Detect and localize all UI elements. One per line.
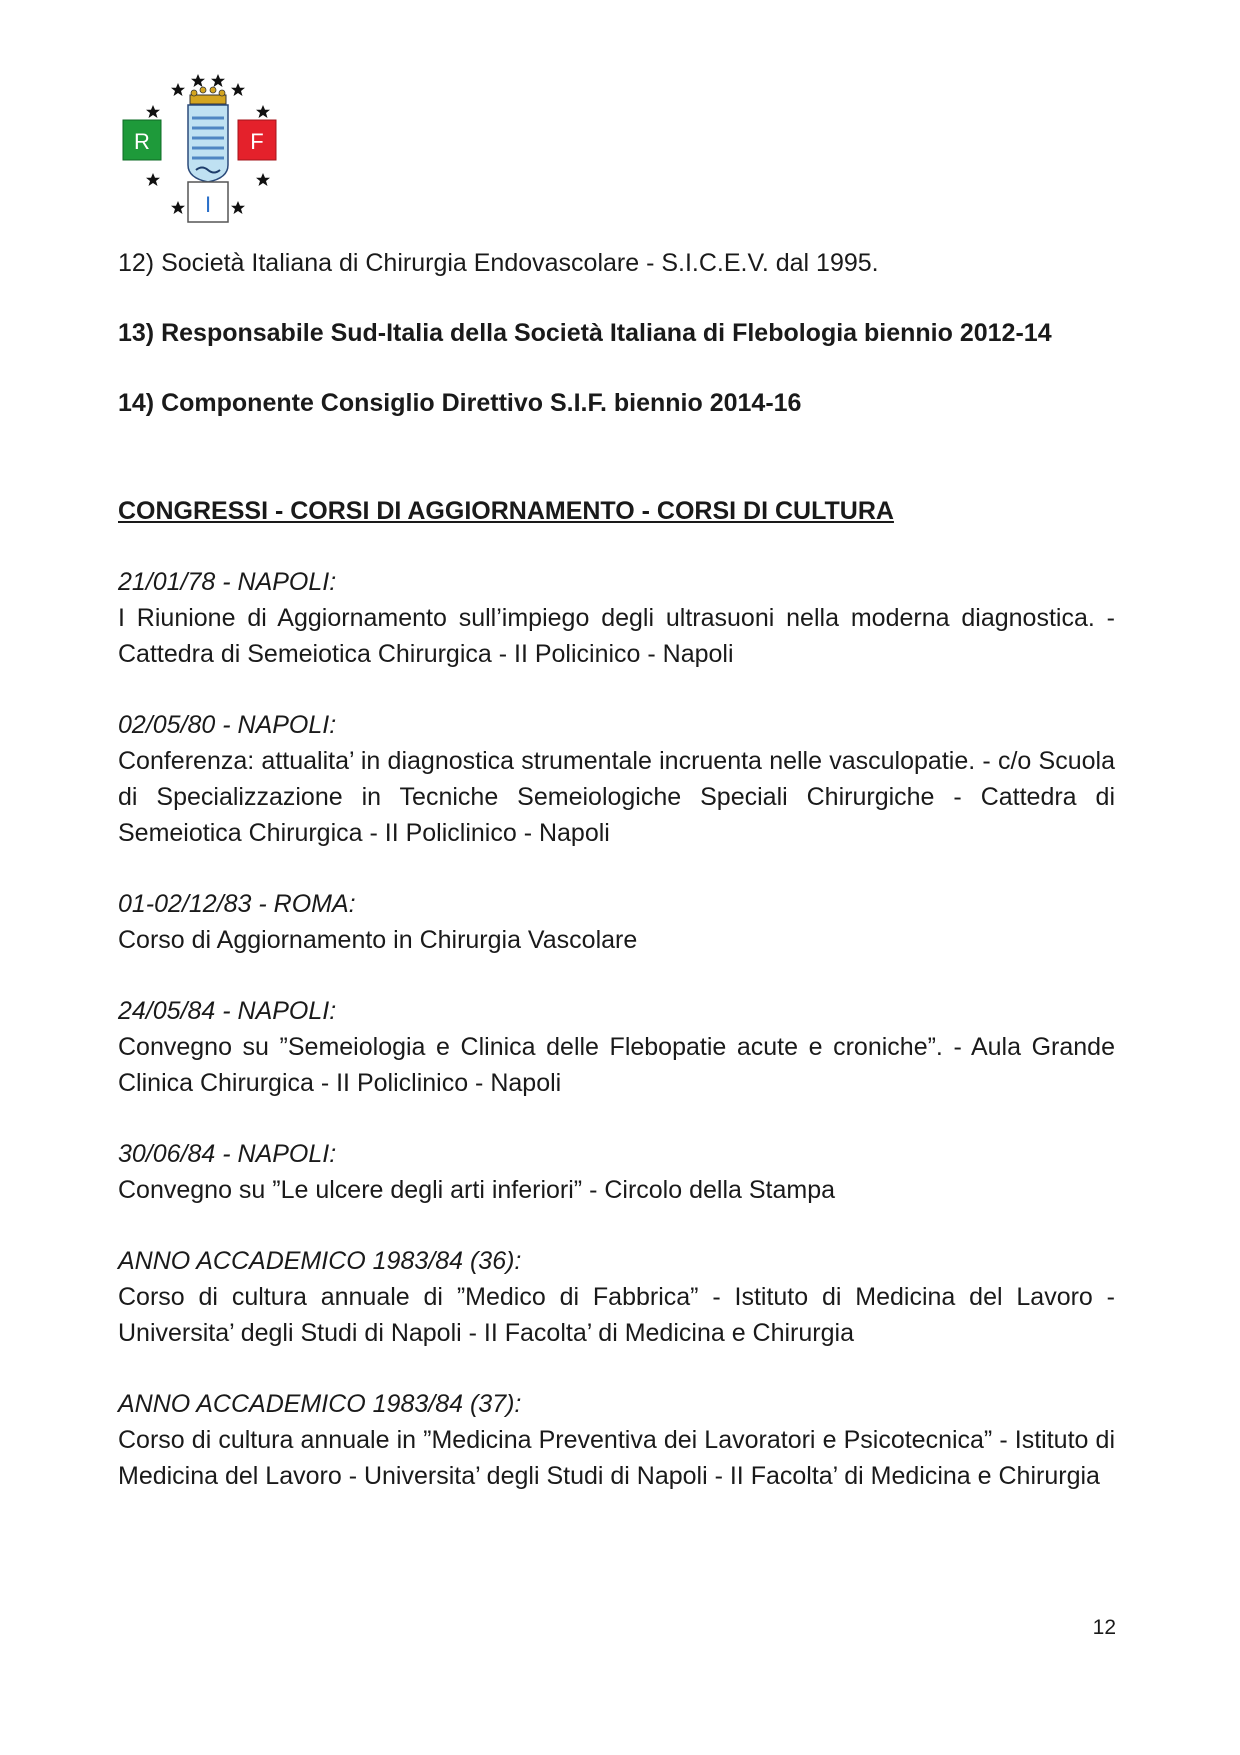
- entry-description: Convegno su ”Semeiologia e Clinica delle Flebopatie acute e croniche”. - Aula Grande Clinica Chirurgica - II Policlinico - Napoli: [118, 1033, 1115, 1097]
- entry-date: ANNO ACCADEMICO 1983/84 (37):: [118, 1390, 522, 1418]
- entry-5: [118, 1136, 1115, 1208]
- svg-text:F: F: [250, 129, 264, 154]
- entry-description: Corso di cultura annuale di ”Medico di Fabbrica” - Istituto di Medicina del Lavoro - Universita’ degli Studi di Napoli - II Facolta’ di Medicina e Chirurgia: [118, 1283, 1115, 1347]
- entry-date: 24/05/84 - NAPOLI:: [118, 997, 337, 1025]
- crown-icon: [190, 87, 226, 104]
- r-box: [123, 120, 161, 160]
- entry-2: [118, 707, 1115, 851]
- list-item-13: 13) Responsabile Sud-Italia della Società Italiana di Flebologia biennio 2012-14: [118, 319, 1052, 347]
- entry-date: 30/06/84 - NAPOLI:: [118, 1140, 337, 1168]
- entry-description: I Riunione di Aggiornamento sull’impiego degli ultrasuoni nella moderna diagnostica. - Cattedra di Semeiotica Chirurgica - II Policinico - Napoli: [118, 604, 1115, 668]
- list-item-12: 12) Società Italiana di Chirurgia Endovascolare - S.I.C.E.V. dal 1995.: [118, 249, 879, 277]
- entry-7: [118, 1386, 1115, 1494]
- entry-6: [118, 1243, 1115, 1351]
- shield-icon: [188, 105, 228, 182]
- entry-description: Corso di cultura annuale in ”Medicina Preventiva dei Lavoratori e Psicotecnica” - Istituto di Medicina del Lavoro - Universita’ degli Studi di Napoli - II Facolta’ di Medicina e Chirurgia: [118, 1426, 1115, 1490]
- svg-text:R: R: [134, 129, 150, 154]
- i-box: [188, 182, 228, 222]
- entry-4: [118, 993, 1115, 1101]
- entry-date: 21/01/78 - NAPOLI:: [118, 568, 337, 596]
- section-heading: CONGRESSI - CORSI DI AGGIORNAMENTO - CORSI DI CULTURA: [118, 497, 894, 525]
- entry-date: ANNO ACCADEMICO 1983/84 (36):: [118, 1247, 522, 1275]
- page-number: 12: [1092, 1616, 1116, 1639]
- list-item-14: 14) Componente Consiglio Direttivo S.I.F. biennio 2014-16: [118, 389, 802, 417]
- entry-description: Corso di Aggiornamento in Chirurgia Vascolare: [118, 926, 638, 954]
- entry-description: Convegno su ”Le ulcere degli arti inferiori” - Circolo della Stampa: [118, 1176, 836, 1204]
- entry-date: 02/05/80 - NAPOLI:: [118, 711, 337, 739]
- f-box: [238, 120, 276, 160]
- entry-3: [118, 886, 1115, 958]
- svg-text:I: I: [204, 192, 212, 217]
- entry-1: [118, 564, 1115, 672]
- entry-description: Conferenza: attualita’ in diagnostica strumentale incruenta nelle vasculopatie. - c/o Scuola di Specializzazione in Tecniche Semeiologiche Speciali Chirurgiche - Cattedra di Semeiotica Chirurgica - II Policlinico - Napoli: [118, 747, 1115, 847]
- document-body: [118, 245, 1115, 1494]
- entry-date: 01-02/12/83 - ROMA:: [118, 890, 356, 918]
- rfi-logo: [118, 70, 308, 230]
